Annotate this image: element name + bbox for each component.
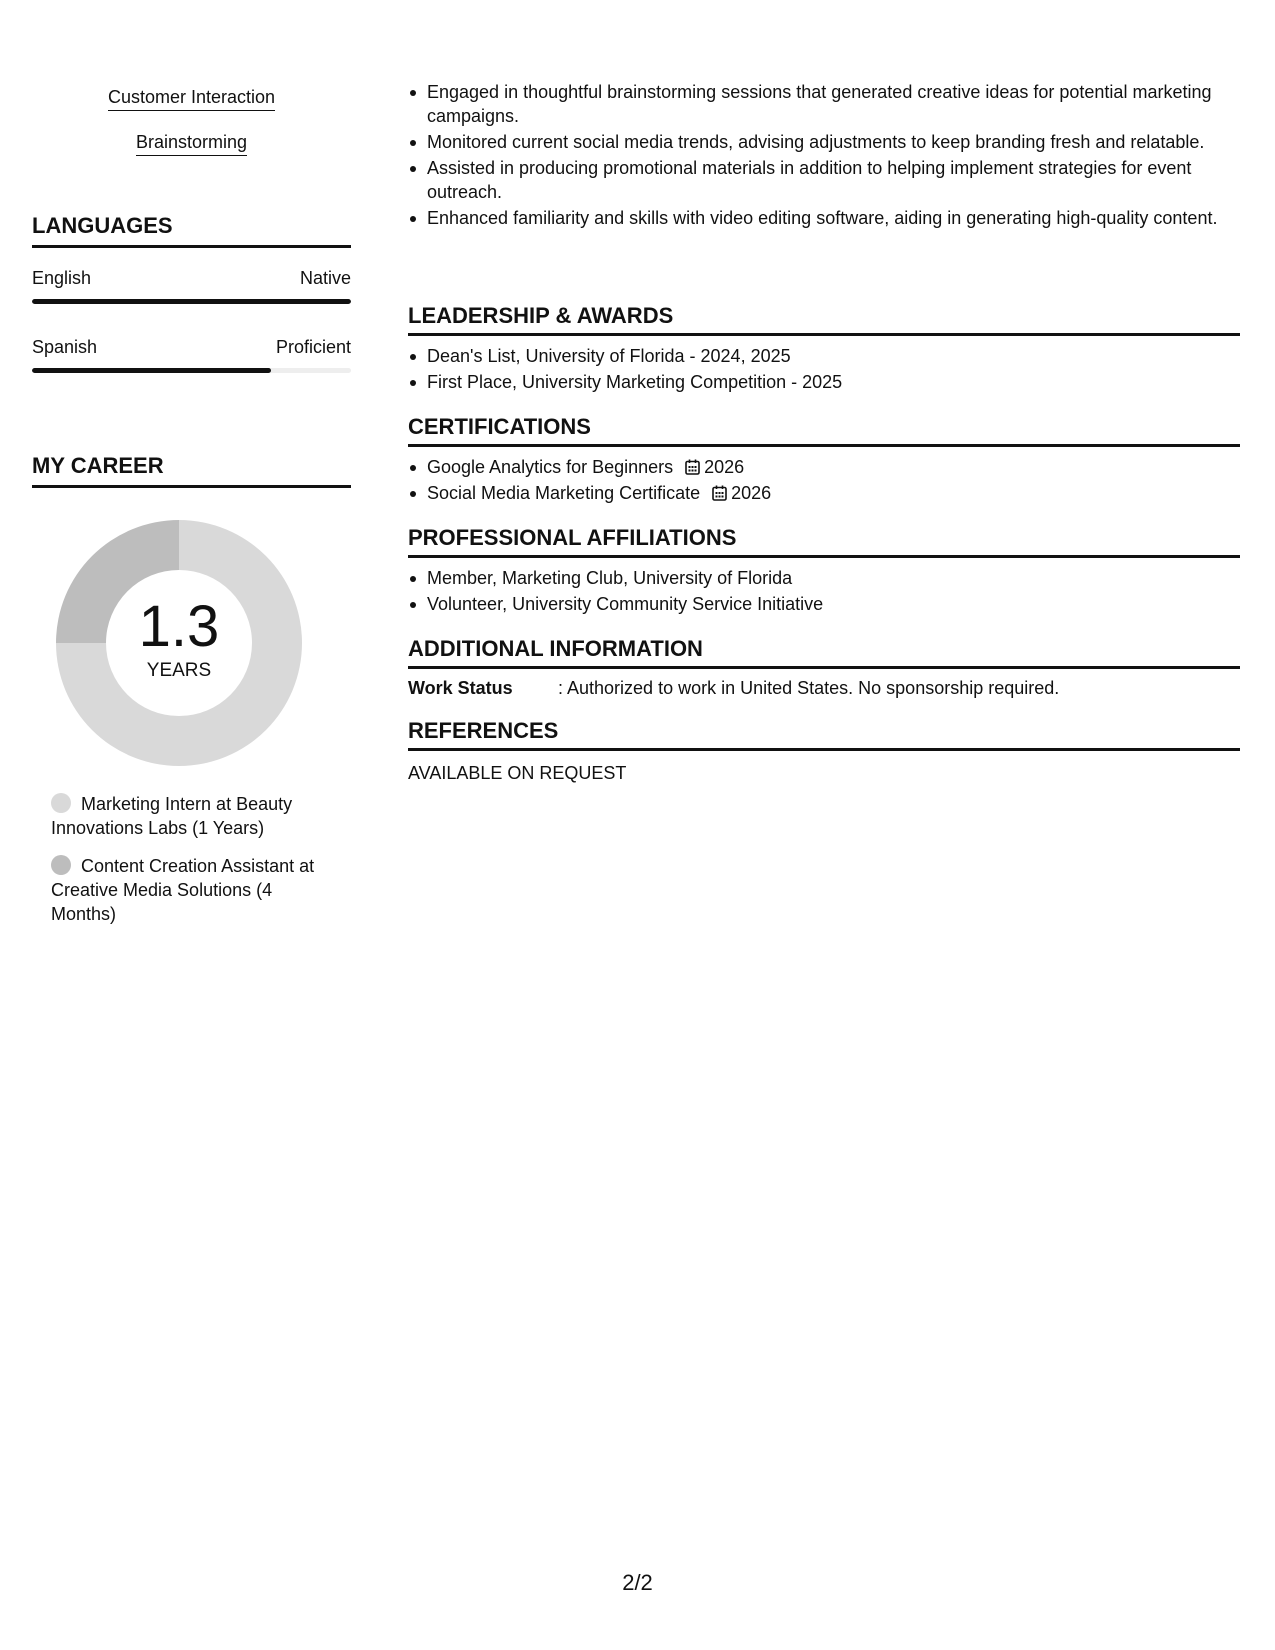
career-unit: YEARS [146,660,212,681]
list-item: Volunteer, University Community Service Initiative [408,592,1240,616]
language-bar [32,368,351,373]
languages-title: LANGUAGES [32,213,351,248]
legend-dot-icon [51,855,71,875]
list-item: Member, Marketing Club, University of Florida [408,566,1240,590]
certifications-list [408,455,1240,507]
career-title: MY CAREER [32,453,351,488]
language-bar-fill [32,368,271,373]
affiliations-list [408,566,1240,618]
list-item: Google Analytics for Beginners 2026 [408,455,1240,479]
list-item: First Place, University Marketing Competition - 2025 [408,370,1240,394]
additional-info-title: ADDITIONAL INFORMATION [408,636,1240,669]
list-item: Dean's List, University of Florida - 2024, 2025 [408,344,1240,368]
career-legend-item: Content Creation Assistant at Creative Media Solutions (4 Months) [51,856,315,924]
references-title: REFERENCES [408,718,1240,751]
career-legend-item: Marketing Intern at Beauty Innovations Labs (1 Years) [51,794,293,838]
list-item: Monitored current social media trends, advising adjustments to keep branding fresh and relatable. [408,130,1240,154]
experience-bullets [408,80,1240,232]
certifications-title: CERTIFICATIONS [408,414,1240,447]
page-number: 2/2 [622,1570,653,1595]
leadership-list [408,344,1240,396]
calendar-icon [685,459,700,475]
language-name: English [32,268,92,288]
career-donut-chart [56,520,302,766]
language-level: Proficient [275,337,351,357]
work-status-label: Work Status [408,678,513,698]
language-level: Native [299,268,351,288]
skill-item: Brainstorming [32,132,351,156]
skill-item: Customer Interaction [32,87,351,111]
donut-center [56,520,302,766]
language-row [32,268,351,289]
leadership-title: LEADERSHIP & AWARDS [408,303,1240,336]
legend-dot-icon [51,793,71,813]
language-name: Spanish [32,337,98,357]
list-item: Engaged in thoughtful brainstorming sessions that generated creative ideas for potential marketing campaigns. [408,80,1240,128]
list-item: Enhanced familiarity and skills with video editing software, aiding in generating high-quality content. [408,206,1240,230]
affiliations-title: PROFESSIONAL AFFILIATIONS [408,525,1240,558]
language-row [32,337,351,358]
calendar-icon [712,485,727,501]
career-total: 1.3 [138,594,220,659]
work-status-value: : Authorized to work in United States. No sponsorship required. [558,678,1060,698]
list-item: Social Media Marketing Certificate 2026 [408,481,1240,505]
language-bar [32,299,351,304]
work-status-row [408,678,1240,699]
language-bar-fill [32,299,351,304]
list-item: Assisted in producing promotional materials in addition to helping implement strategies for event outreach. [408,156,1240,204]
references-text: AVAILABLE ON REQUEST [408,763,627,783]
